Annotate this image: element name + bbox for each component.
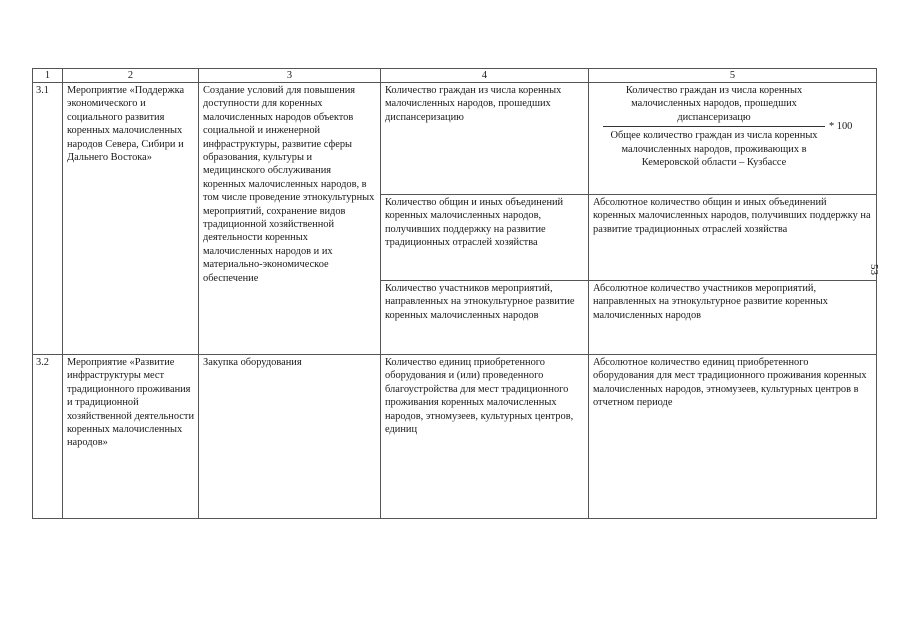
formula (593, 84, 872, 169)
indicator-cell: Количество участников мероприятий, направленных на этнокультурное развитие коренных малочисленных народов (381, 281, 589, 355)
fraction (603, 84, 825, 169)
formula-denominator: Общее количество граждан из числа коренных малочисленных народов, проживающих в Кемеровской области – Кузбассе (610, 130, 818, 169)
indicator-cell: Количество единиц приобретенного оборудования и (или) проведенного благоустройства для мест традиционного проживания коренных малочисленных народов, этномузеев, культурных центров, единиц (381, 355, 589, 519)
header-col-1: 1 (33, 69, 63, 83)
header-col-4: 4 (381, 69, 589, 83)
task-cell: Создание условий для повышения доступности для коренных малочисленных народов объектов социальной и инженерной инфраструктуры, развитие сферы образования, культуры и медицинского обслуживания коренных малочисленных народов, в том числе проведение этнокультурных мероприятий, сохранение видов традиционной хозяйственной деятельности коренных малочисленных народов и их материально-экономическое обеспечение (199, 83, 381, 355)
header-col-5: 5 (589, 69, 877, 83)
method-cell: Абсолютное количество общин и иных объединений коренных малочисленных народов, получивших поддержку на развитие традиционных отраслей хозяйства (589, 195, 877, 281)
formula-multiplier: * 100 (829, 121, 853, 133)
page-number: 53 (868, 264, 880, 275)
header-col-3: 3 (199, 69, 381, 83)
indicator-cell: Количество граждан из числа коренных малочисленных народов, прошедших диспансеризацию (381, 83, 589, 195)
task-cell: Закупка оборудования (199, 355, 381, 519)
header-col-2: 2 (63, 69, 199, 83)
formula-cell (589, 83, 877, 195)
method-cell: Абсолютное количество единиц приобретенного оборудования для мест традиционного проживания коренных малочисленных народов, этномузеев, культурных центров в отчетном периоде (589, 355, 877, 519)
event-cell: Мероприятие «Развитие инфраструктуры мест традиционного проживания и традиционной хозяйственной деятельности коренных малочисленных народов» (63, 355, 199, 519)
indicator-cell: Количество общин и иных объединений коренных малочисленных народов, получивших поддержку на развитие традиционных отраслей хозяйства (381, 195, 589, 281)
event-cell: Мероприятие «Поддержка экономического и социального развития коренных малочисленных народов Севера, Сибири и Дальнего Востока» (63, 83, 199, 355)
row-number: 3.1 (33, 83, 63, 355)
row-number: 3.2 (33, 355, 63, 519)
method-cell: Абсолютное количество участников мероприятий, направленных на этнокультурное развитие коренных малочисленных народов (589, 281, 877, 355)
header-row (33, 69, 877, 83)
formula-numerator: Количество граждан из числа коренных малочисленных народов, прошедших диспансеризацю (603, 84, 825, 127)
table-row (33, 83, 877, 195)
data-table (32, 68, 877, 519)
table-row (33, 355, 877, 519)
